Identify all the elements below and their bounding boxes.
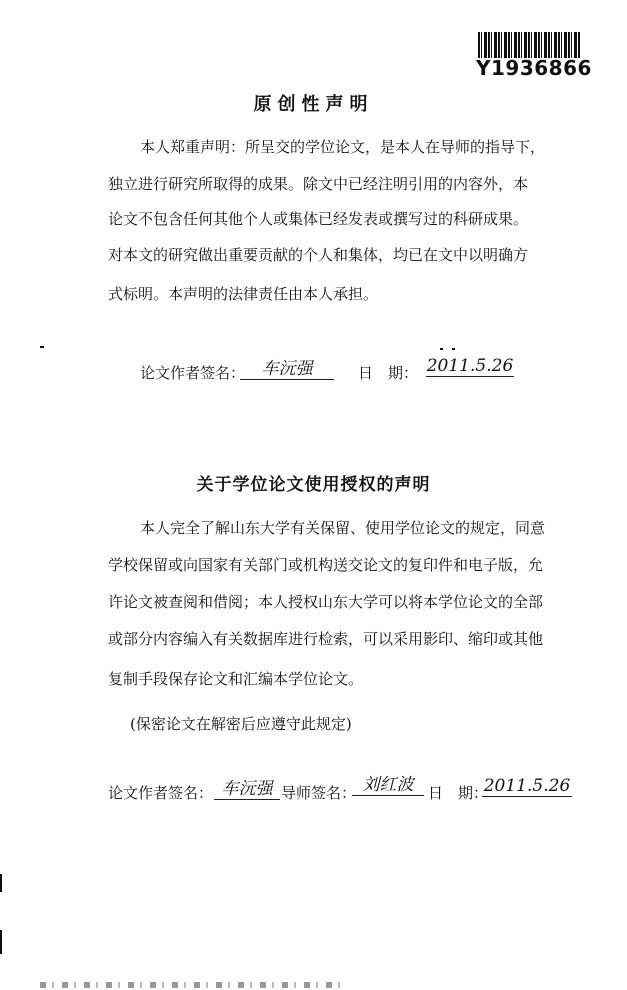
barcode-graphic: [478, 32, 580, 58]
originality-line-2: 独立进行研究所取得的成果。除文中已经注明引用的内容外，本: [108, 175, 529, 193]
originality-date-value: 2011.5.26: [426, 356, 514, 376]
authorization-title: 关于学位论文使用授权的声明: [196, 475, 431, 495]
supervisor-signature: 刘红波: [352, 770, 424, 796]
supervisor-sign-label: 导师签名：: [281, 784, 357, 802]
originality-line-3: 论文不包含任何其他个人或集体已经发表或撰写过的科研成果。: [108, 210, 529, 228]
originality-title: 原创性声明: [253, 94, 374, 115]
authorization-author-sign-label: 论文作者签名：: [108, 784, 214, 802]
authorization-line-2: 学校保留或向国家有关部门或机构送交论文的复印件和电子版，允: [108, 556, 544, 574]
authorization-line-5: 复制手段保存论文和汇编本学位论文。: [108, 670, 364, 688]
authorization-line-3: 许论文被查阅和借阅；本人授权山东大学可以将本学位论文的全部: [108, 593, 544, 611]
authorization-date-value: 2011.5.26: [483, 776, 571, 796]
authorization-line-4: 或部分内容编入有关数据库进行检索，可以采用影印、缩印或其他: [108, 630, 544, 648]
originality-author-signature: 车沅强: [240, 354, 334, 380]
confidential-note: (保密论文在解密后应遵守此规定): [130, 715, 352, 733]
barcode-number: Y1936866: [476, 56, 592, 80]
originality-line-5: 式标明。本声明的法律责任由本人承担。: [108, 285, 379, 303]
originality-date-label: 日 期：: [358, 364, 419, 382]
scan-mark: [40, 346, 44, 348]
authorization-date-label: 日 期：: [428, 784, 489, 802]
originality-author-sign-label: 论文作者签名：: [140, 364, 246, 382]
authorization-line-1: 本人完全了解山东大学有关保留、使用学位论文的规定，同意: [140, 519, 546, 537]
originality-line-4: 对本文的研究做出重要贡献的个人和集体，均已在文中以明确方: [108, 246, 529, 264]
scan-mark: [440, 348, 443, 350]
scan-mark: [0, 930, 2, 954]
authorization-author-signature: 车沅强: [214, 774, 280, 800]
scan-mark: [40, 982, 340, 988]
scan-mark: [0, 874, 2, 892]
originality-line-1: 本人郑重声明：所呈交的学位论文，是本人在导师的指导下，: [140, 138, 546, 156]
scan-mark: [452, 348, 455, 350]
